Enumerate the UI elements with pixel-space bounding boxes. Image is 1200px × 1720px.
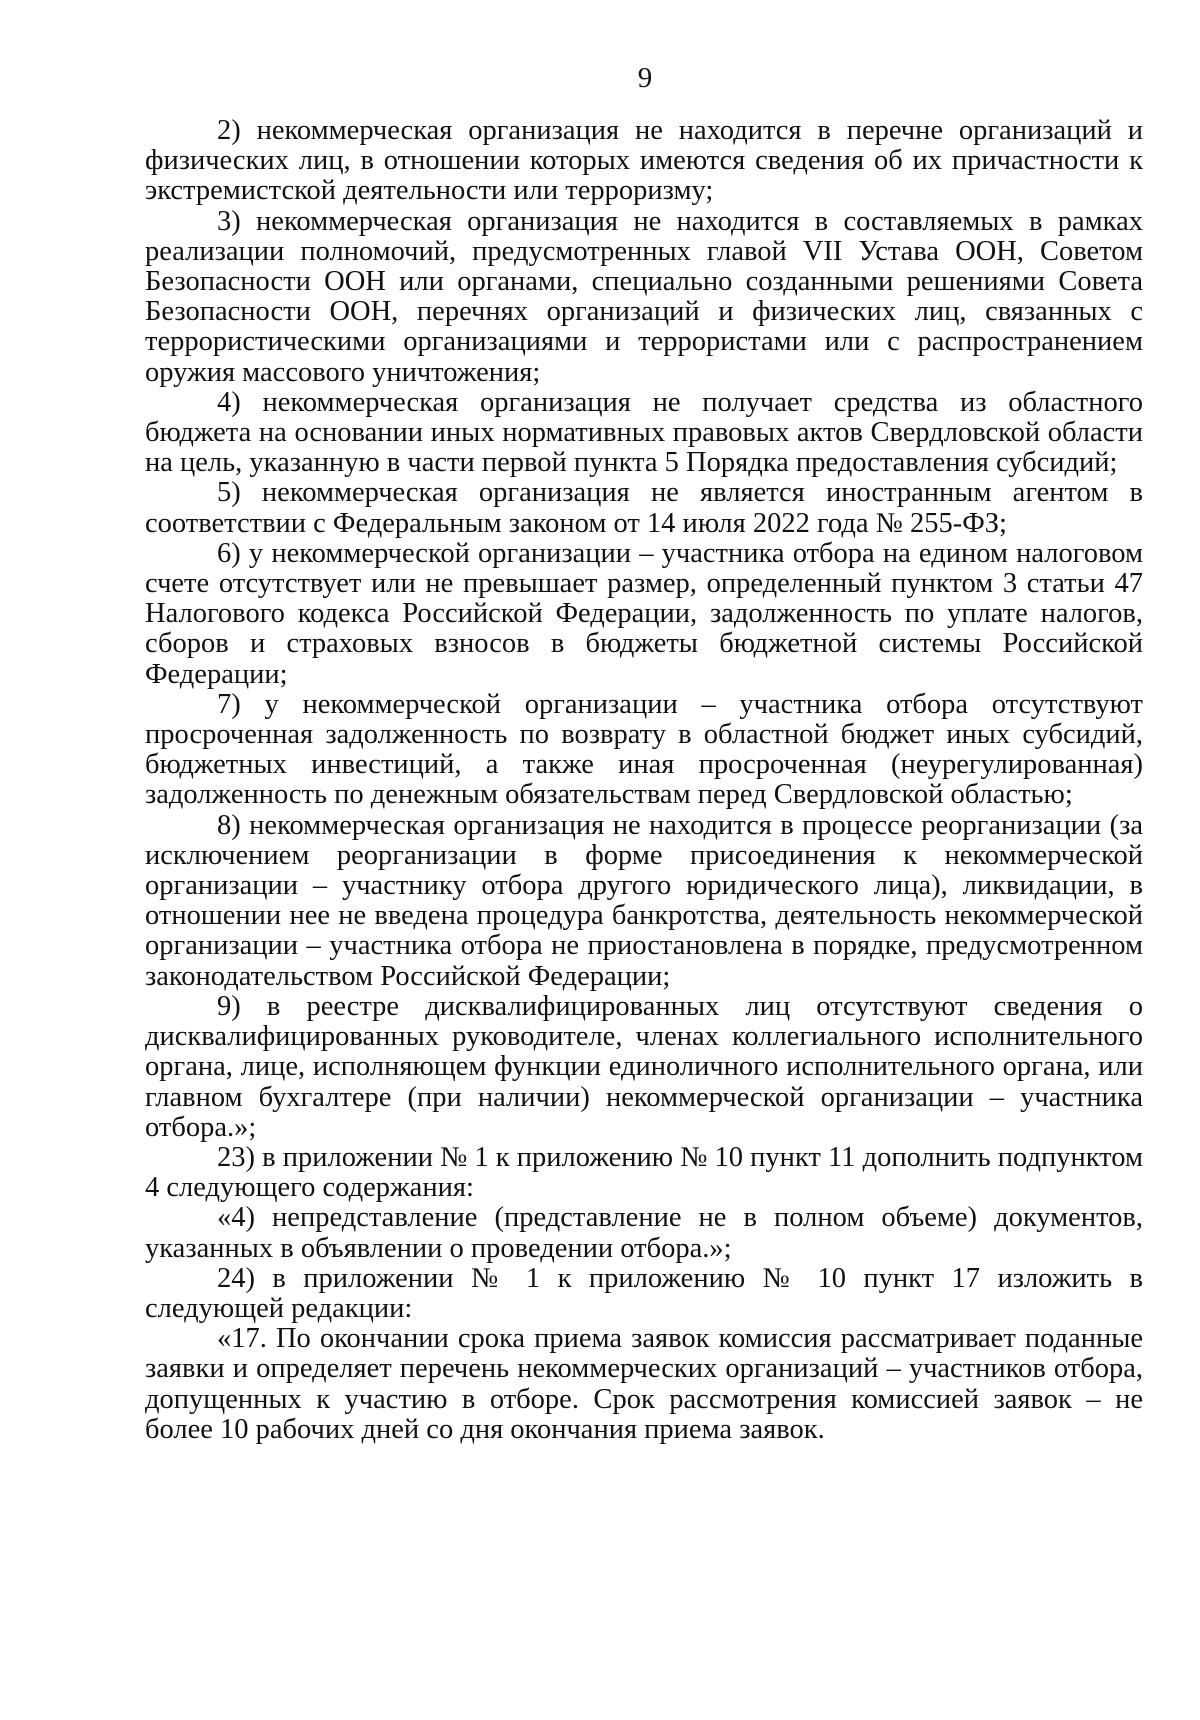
paragraph-amendment-23: 23) в приложении № 1 к приложению № 10 пункт 11 дополнить подпунктом 4 следующего содержания:: [145, 1141, 1143, 1204]
document-body: [145, 116, 1143, 1445]
paragraph-item-3: 3) некоммерческая организация не находится в составляемых в рамках реализации полномочий, предусмотренных главой VII Устава ООН, Советом Безопасности ООН или органами, специально созданными решениями Совета Безопасности ООН, перечнях организаций и физических лиц, связанных с террористическими организациями и террористами или с распространением оружия массового уничтожения;: [145, 205, 1143, 388]
paragraph-item-4: 4) некоммерческая организация не получает средства из областного бюджета на основании иных нормативных правовых актов Свердловской области на цель, указанную в части первой пункта 5 Порядка предоставления субсидий;: [145, 386, 1143, 479]
paragraph-quoted-item-17: «17. По окончании срока приема заявок комиссия рассматривает поданные заявки и определяет перечень некоммерческих организаций – участников отбора, допущенных к участию в отборе. Срок рассмотрения комиссией заявок – не более 10 рабочих дней со дня окончания приема заявок.: [145, 1323, 1143, 1445]
paragraph-item-6: 6) у некоммерческой организации – участника отбора на едином налоговом счете отсутствует или не превышает размер, определенный пунктом 3 статьи 47 Налогового кодекса Российской Федерации, задолженность по уплате налогов, сборов и страховых взносов в бюджеты бюджетной системы Российской Федерации;: [145, 537, 1143, 690]
paragraph-amendment-24: 24) в приложении № 1 к приложению № 10 пункт 17 изложить в следующей редакции:: [145, 1262, 1143, 1324]
paragraph-quoted-item-4: «4) непредставление (представление не в полном объеме) документов, указанных в объявлении о проведении отбора.»;: [145, 1202, 1143, 1264]
page-number: 9: [637, 62, 653, 94]
paragraph-item-8: 8) некоммерческая организация не находится в процессе реорганизации (за исключением реорганизации в форме присоединения к некоммерческой организации – участнику отбора другого юридического лица), ликвидации, в отношении нее не введена процедура банкротства, деятельность некоммерческой организации – участника отбора не приостановлена в порядке, предусмотренном законодательством Российской Федерации;: [145, 809, 1143, 992]
paragraph-item-2: 2) некоммерческая организация не находится в перечне организаций и физических лиц, в отношении которых имеются сведения об их причастности к экстремистской деятельности или терроризму;: [145, 115, 1143, 207]
paragraph-item-9: 9) в реестре дисквалифицированных лиц отсутствуют сведения о дисквалифицированных руководителе, членах коллегиального исполнительного органа, лице, исполняющем функции единоличного исполнительного органа, или главном бухгалтере (при наличии) некоммерческой организации – участника отбора.»;: [145, 990, 1143, 1143]
paragraph-item-5: 5) некоммерческая организация не является иностранным агентом в соответствии с Федеральным законом от 14 июля 2022 года № 255-ФЗ;: [145, 477, 1143, 539]
paragraph-item-7: 7) у некоммерческой организации – участника отбора отсутствуют просроченная задолженность по возврату в областной бюджет иных субсидий, бюджетных инвестиций, а также иная просроченная (неурегулированная) задолженность по денежным обязательствам перед Свердловской областью;: [145, 688, 1143, 811]
